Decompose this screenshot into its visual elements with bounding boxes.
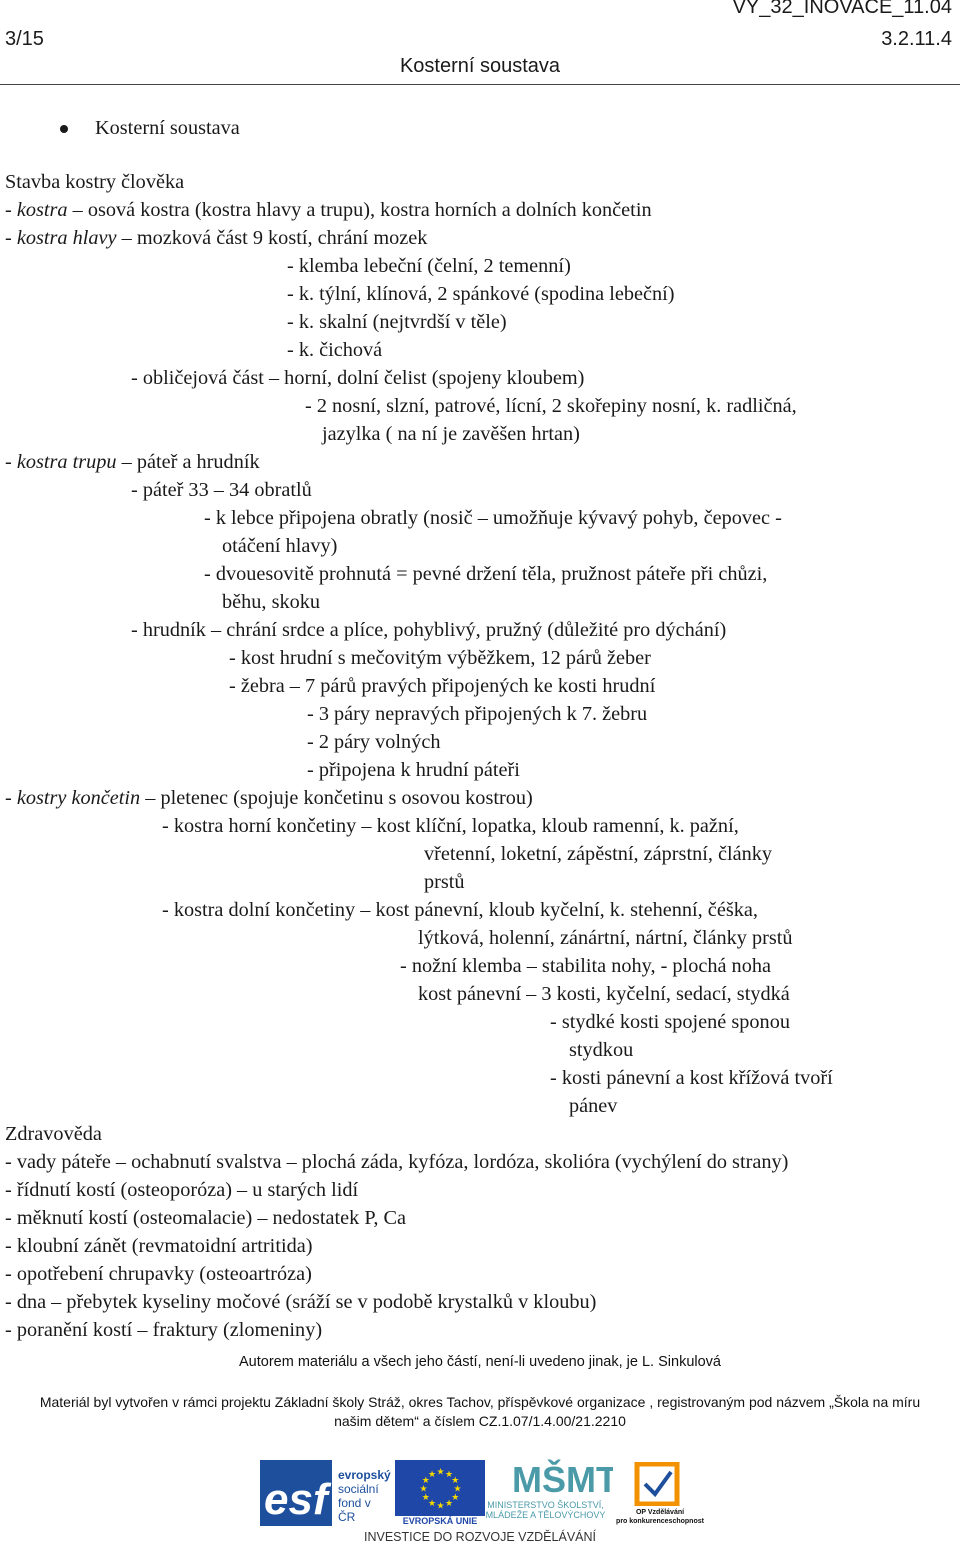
eu-star-icon: ★ <box>451 1492 460 1502</box>
document-date: 3.2.11.4 <box>881 28 952 50</box>
text-line: - kostra trupu – páteř a hrudník <box>5 451 260 473</box>
eu-star-icon: ★ <box>428 1498 437 1509</box>
text-line: - k. čichová <box>287 339 383 361</box>
text-line: - kostra dolní končetiny – kost pánevní, kloub kyčelní, k. stehenní, čéška, <box>162 899 758 921</box>
text-line: - žebra – 7 párů pravých připojených ke kosti hrudní <box>229 675 656 697</box>
project-note-line2: našim dětem“ a číslem CZ.1.07/1.4.00/21.2210 <box>334 1413 626 1429</box>
eu-label: EVROPSKÁ UNIE <box>402 1516 478 1526</box>
text-line: kost pánevní – 3 kosti, kyčelní, sedací, stydká <box>418 983 790 1005</box>
svg-text:MŠMT: MŠMT <box>512 1459 613 1500</box>
text-line: - připojena k hrudní páteři <box>307 759 520 781</box>
text-line: - stydké kosti spojené sponou <box>550 1011 790 1033</box>
header-divider <box>0 84 960 85</box>
text-line: Stavba kostry člověka <box>5 171 185 193</box>
text-line: běhu, skoku <box>222 591 321 613</box>
msmt-text-2: MLÁDEŽE A TĚLOVÝCHOVY <box>485 1510 606 1520</box>
bullet-icon <box>60 125 68 133</box>
eu-star-icon: ★ <box>445 1468 454 1479</box>
text-line: - kostra horní končetiny – kost klíční, lopatka, kloub ramenní, k. pažní, <box>162 815 739 837</box>
eu-star-icon: ★ <box>421 1475 430 1485</box>
eu-star-icon: ★ <box>453 1483 462 1494</box>
text-line: - řídnutí kostí (osteoporóza) – u starých lidí <box>5 1179 359 1201</box>
text-line: vřetenní, loketní, zápěstní, záprstní, články <box>424 843 773 865</box>
text-line: - obličejová část – horní, dolní čelist (spojeny kloubem) <box>131 367 585 389</box>
text-line: - kloubní zánět (revmatoidní artritida) <box>5 1235 313 1257</box>
text-line: - 2 páry volných <box>307 731 441 753</box>
esf-text-2: sociální <box>338 1482 379 1496</box>
bullet-heading: Kosterní soustava <box>95 117 240 139</box>
op-vk-logo <box>615 1462 705 1528</box>
eu-star-icon: ★ <box>421 1492 430 1502</box>
text-line: lýtková, holenní, zánártní, nártní, články prstů <box>418 927 793 949</box>
esf-text-3: fond v ČR <box>338 1496 371 1524</box>
text-line: - vady páteře – ochabnutí svalstva – plochá záda, kyfóza, lordóza, skolióra (vychýlení do strany) <box>5 1151 789 1173</box>
text-line: - klemba lebeční (čelní, 2 temenní) <box>287 255 571 277</box>
text-line: jazylka ( na ní je zavěšen hrtan) <box>322 423 580 445</box>
author-note: Autorem materiálu a všech jeho částí, není-li uvedeno jinak, je L. Sinkulová <box>239 1354 721 1370</box>
eu-star-icon: ★ <box>428 1468 437 1479</box>
text-line: - dna – přebytek kyseliny močové (sráží se v podobě krystalků v kloubu) <box>5 1291 597 1313</box>
text-line: - kostra – osová kostra (kostra hlavy a trupu), kostra horních a dolních končetin <box>5 199 652 221</box>
text-line: - páteř 33 – 34 obratlů <box>131 479 312 501</box>
svg-text:esf: esf <box>264 1475 328 1524</box>
text-line: otáčení hlavy) <box>222 535 338 557</box>
text-line: - kostry končetin – pletenec (spojuje končetinu s osovou kostrou) <box>5 787 533 809</box>
text-line: - poranění kostí – fraktury (zlomeniny) <box>5 1319 323 1341</box>
eu-star-icon: ★ <box>451 1475 460 1485</box>
text-line: - kosti pánevní a kost křížová tvoří <box>550 1067 833 1089</box>
document-code: VY_32_INOVACE_11.04 <box>732 0 952 18</box>
msmt-text-1: MINISTERSTVO ŠKOLSTVÍ, <box>487 1500 604 1510</box>
text-line: - hrudník – chrání srdce a plíce, pohyblivý, pružný (důležité pro dýchání) <box>131 619 727 641</box>
text-line: Zdravověda <box>5 1123 102 1145</box>
text-line: - k. skalní (nejtvrdší v těle) <box>287 311 507 333</box>
text-line: prstů <box>424 871 465 893</box>
text-line: pánev <box>569 1095 618 1117</box>
text-line: - nožní klemba – stabilita nohy, - plochá noha <box>400 955 771 977</box>
project-note-line1: Materiál byl vytvořen v rámci projektu Základní školy Stráž, okres Tachov, příspěvkové organizace , registrovaným pod názvem „Škola na míru <box>39 1394 921 1410</box>
text-line: - dvouesovitě prohnutá = pevné držení těla, pružnost páteře při chůzi, <box>204 563 768 585</box>
text-line: - k. týlní, klínová, 2 spánkové (spodina lebeční) <box>287 283 675 305</box>
text-line: stydkou <box>569 1039 634 1061</box>
eu-star-icon: ★ <box>436 1500 445 1511</box>
page-title: Kosterní soustava <box>399 55 561 77</box>
esf-text-1: evropský <box>338 1468 391 1482</box>
text-line: - kostra hlavy – mozková část 9 kostí, chrání mozek <box>5 227 428 249</box>
msmt-logo <box>478 1458 613 1528</box>
text-line: - opotřebení chrupavky (osteoartróza) <box>5 1263 312 1285</box>
text-line: - měknutí kostí (osteomalacie) – nedostatek P, Ca <box>5 1207 407 1229</box>
text-line: - kost hrudní s mečovitým výběžkem, 12 párů žeber <box>229 647 651 669</box>
text-line: - k lebce připojena obratly (nosič – umožňuje kývavý pohyb, čepovec - <box>204 507 782 529</box>
eu-flag-logo <box>395 1460 485 1526</box>
esf-logo <box>260 1460 390 1526</box>
page-number: 3/15 <box>5 28 44 50</box>
eu-star-icon: ★ <box>436 1466 445 1477</box>
investment-slogan: INVESTICE DO ROZVOJE VZDĚLÁVÁNÍ <box>364 1530 596 1544</box>
op-text-1: OP Vzdělávání <box>635 1509 685 1516</box>
eu-star-icon: ★ <box>419 1483 428 1494</box>
text-line: - 2 nosní, slzní, patrové, lícní, 2 skořepiny nosní, k. radličná, <box>305 395 797 417</box>
op-text-2: pro konkurenceschopnost <box>616 1518 704 1525</box>
text-line: - 3 páry nepravých připojených k 7. žebru <box>307 703 648 725</box>
eu-star-icon: ★ <box>445 1498 454 1509</box>
